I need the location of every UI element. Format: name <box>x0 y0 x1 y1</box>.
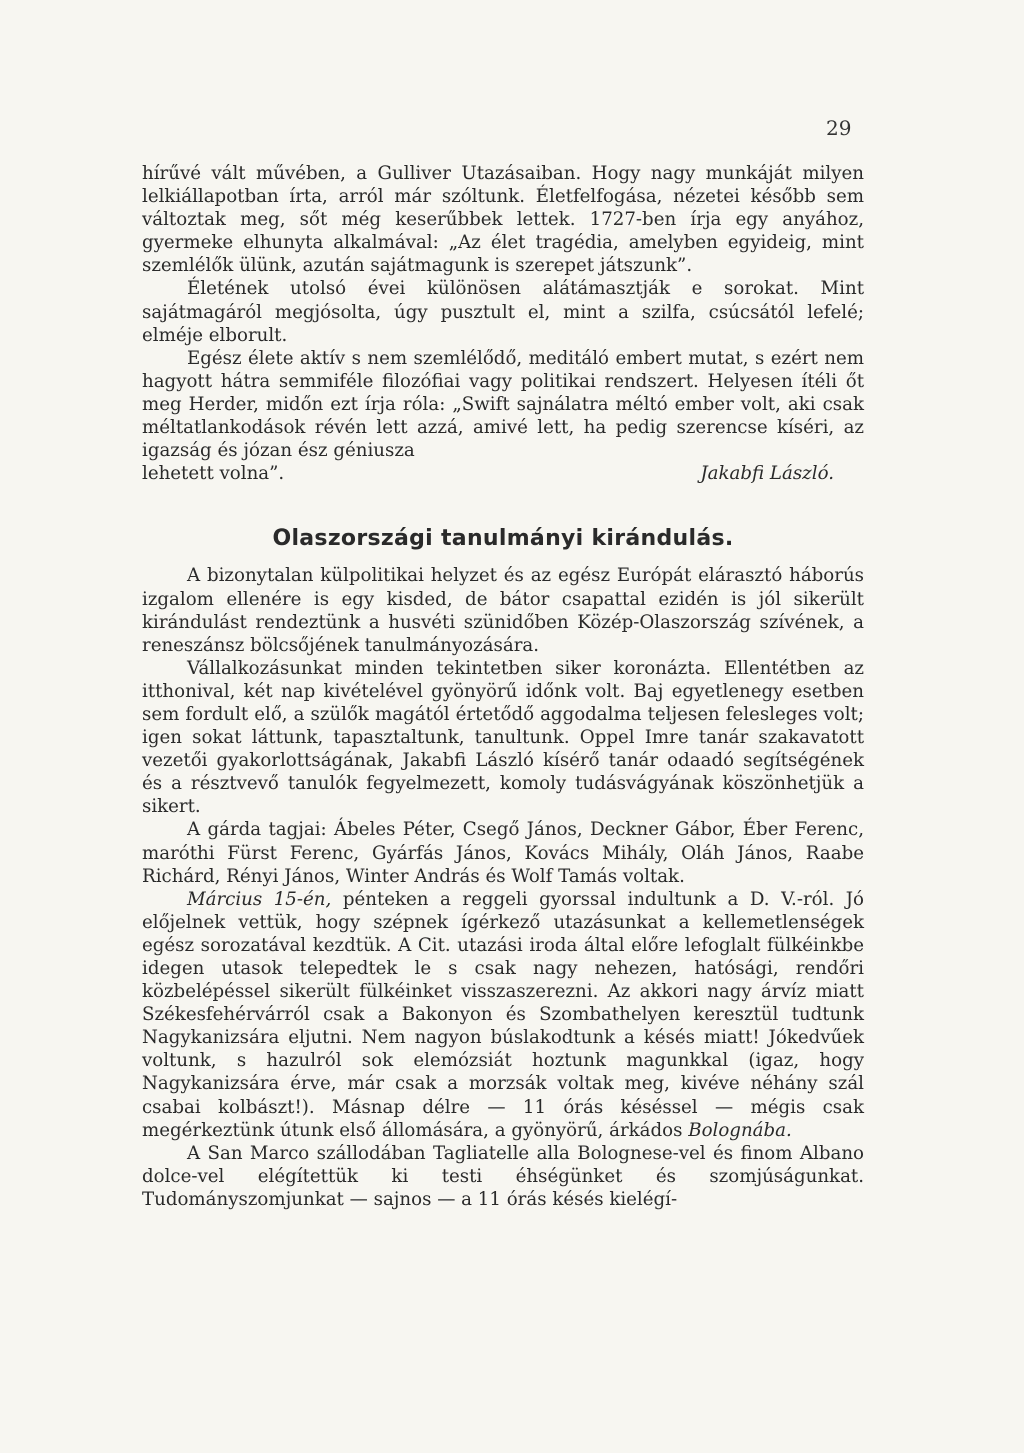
date-italic: Március 15-én, <box>187 888 332 910</box>
paragraph: Életének utolsó évei különösen alátámasztják e sorokat. Mint sajátmagáról megjósolta, úgy pusztult el, mint a szilfa, csúcsától lefelé; elméje elborult. <box>142 278 864 346</box>
paragraph: A San Marco szállodában Tagliatelle alla Bolognese-vel és finom Albano dolce-vel elégítettük ki testi éhségünket és szomjúságunkat. Tudományszomjunkat — sajnos — a 11 órás késés kielégí- <box>142 1142 864 1210</box>
paragraph-text: pénteken a reggeli gyorssal indultunk a D. V.-ról. Jó előjelnek vettük, hogy szépnek ígérkező utazásunkat a kellemetlenségek egész sorozatával kezdtük. A Cit. utazási iroda által előre lefoglalt fülkéinkbe idegen utasok telepedtek le s csak nagy nehezen, hatósági, rendőri közbelépéssel sikerült fülkéinket visszaszerezni. Az akkori nagy árvíz miatt Székesfehérvárról csak a Bakonyon és Szombathelyen keresztül tudtunk Nagykanizsára eljutni. Nem nagyon búslakodtunk a késés miatt! Jókedvűek voltunk, s hazulról sok elemózsiát hoztunk magunkkal (igaz, hogy Nagykanizsára érve, már csak a morzsák voltak meg, kivéve néhány szál csabai kolbászt!). Másnap délre — 11 órás késéssel — mégis csak megérkeztünk útunk első állomására, a gyönyörű, árkádos <box>142 888 864 1141</box>
paragraph: A gárda tagjai: Ábeles Péter, Csegő János, Deckner Gábor, Éber Ferenc, maróthi Fürst Ferenc, Gyárfás János, Kovács Mihály, Oláh János, Raabe Richárd, Rényi János, Winter András és Wolf Tamás voltak. <box>142 819 864 887</box>
article-title: Olaszországi tanulmányi kirándulás. <box>272 526 734 552</box>
page-number: 29 <box>826 116 852 140</box>
paragraph: hírűvé vált művében, a Gulliver Utazásaiban. Hogy nagy munkáját milyen lelkiállapotban írta, arról már szóltunk. Életfelfogása, nézetei később sem változtak meg, sőt még keserűbbek lettek. 1727-ben írja egy anyához, gyermeke elhunyta alkalmával: „Az élet tragédia, amelyben egyideig, mint szemlélők ülünk, azután sajátmagunk is szerepet játszunk”. <box>142 163 864 277</box>
paragraph <box>142 888 864 1142</box>
paragraph: A bizonytalan külpolitikai helyzet és az egész Európát elárasztó háborús izgalom ellenére is egy kisded, de bátor csapattal ezidén is jól sikerült kirándulást rendeztünk a husvéti szünidőben Közép-Olaszország szívének, a reneszánsz bölcsőjének tanulmányozására. <box>142 565 864 656</box>
place-italic: Bolognába. <box>688 1119 792 1141</box>
author-signature: Jakabfi László. <box>700 463 834 485</box>
signature-line <box>142 462 864 485</box>
paragraph: Egész élete aktív s nem szemlélődő, meditáló embert mutat, s ezért nem hagyott hátra semmiféle filozófiai vagy politikai rendszert. Helyesen ítéli őt meg Herder, midőn ezt írja róla: „Swift sajnálatra méltó ember volt, aki csak méltatlankodások révén lett azzá, amivé lett, ha pedig szerencse kíséri, az igazság és józan ész géniusza <box>142 347 864 462</box>
paragraph-end: lehetett volna”. <box>142 463 285 485</box>
paragraph: Vállalkozásunkat minden tekintetben siker koronázta. Ellentétben az itthonival, két nap kivételével gyönyörű időnk volt. Baj egyetlenegy esetben sem fordult elő, a szülők magától értetődő aggodalma teljesen felesleges volt; igen sokat láttunk, tapasztaltunk, tanultunk. Oppel Imre tanár szakavatott vezetői gyakorlottságának, Jakabfi László kísérő tanár odaadó segítségének és a résztvevő tanulók fegyelmezett, komoly tudásvágyának köszönhetjük a sikert. <box>142 657 864 818</box>
text-column <box>142 162 864 1211</box>
